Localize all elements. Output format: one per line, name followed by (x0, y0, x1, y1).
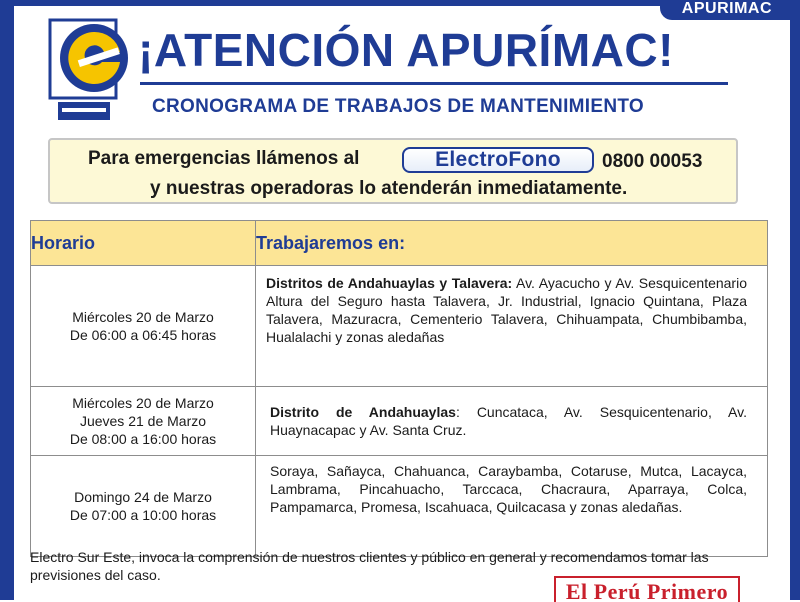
page-title: ¡ATENCIÓN APURÍMAC! (138, 24, 674, 76)
table-row (31, 387, 768, 456)
electrofono-logo: ElectroFono (402, 147, 594, 173)
emergency-phone-number: 0800 00053 (602, 151, 703, 172)
maintenance-schedule-table (30, 220, 768, 557)
time-line: De 06:00 a 06:45 horas (69, 327, 217, 343)
title-underline (140, 82, 728, 85)
column-header-horario: Horario (31, 221, 256, 266)
date-line: Miércoles 20 de Marzo (72, 395, 214, 411)
el-peru-primero-badge: El Perú Primero (554, 576, 740, 602)
schedule-date-cell (31, 456, 256, 557)
schedule-location-cell (256, 266, 768, 387)
column-header-trabajaremos: Trabajaremos en: (256, 221, 768, 266)
table-row (31, 456, 768, 557)
table-row (31, 266, 768, 387)
region-tab: APURIMAC (660, 0, 790, 20)
location-list: Soraya, Sañayca, Chahuanca, Caraybamba, Cotaruse, Mutca, Lacayca, Lambrama, Pincahuacho, Tarccaca, Chacraura, Aparraya, Colca, Pampamarca, Promesa, Iscahuaca, Quilcacasa y zonas aledañas. (270, 463, 747, 515)
date-line: Domingo 24 de Marzo (74, 489, 212, 505)
right-frame-bar (790, 0, 800, 600)
left-frame-bar (0, 0, 14, 600)
schedule-date-cell (31, 387, 256, 456)
district-name: Distritos de Andahuaylas y Talavera: (266, 275, 513, 291)
emergency-followup-text: y nuestras operadoras lo atenderán inmediatamente. (150, 178, 628, 199)
emergency-intro-text: Para emergencias llámenos al (88, 148, 360, 169)
emergency-contact-box (48, 138, 738, 204)
time-line: De 08:00 a 16:00 horas (69, 431, 217, 447)
date-line: Miércoles 20 de Marzo (72, 309, 214, 325)
schedule-date-cell (31, 266, 256, 387)
schedule-location-cell (256, 387, 768, 456)
table-header-row (31, 221, 768, 266)
district-name: Distrito de Andahuaylas (270, 404, 456, 420)
location-list: Av. Ayacucho y Av. Sesquicentenario Altura del Seguro hasta Talavera, Jr. Industrial, Ignacio Quintana, Plaza Talavera, Mazuracra, Cementerio Talavera, Chihuampata, Chumbibamba, Hualalachi y zonas aledañas (266, 275, 747, 345)
footer-notice: Electro Sur Este, invoca la comprensión de nuestros clientes y público en general y recomendamos tomar las previsiones del caso. (30, 549, 709, 583)
location-list: : Cuncataca, Av. Sesquicentenario, Av. Huaynacapac y Av. Santa Cruz. (270, 404, 747, 438)
schedule-location-cell (256, 456, 768, 557)
page-subtitle: CRONOGRAMA DE TRABAJOS DE MANTENIMIENTO (152, 96, 644, 117)
date-line: Jueves 21 de Marzo (79, 413, 207, 429)
time-line: De 07:00 a 10:00 horas (69, 507, 217, 523)
electro-sur-este-logo-icon (48, 18, 128, 124)
